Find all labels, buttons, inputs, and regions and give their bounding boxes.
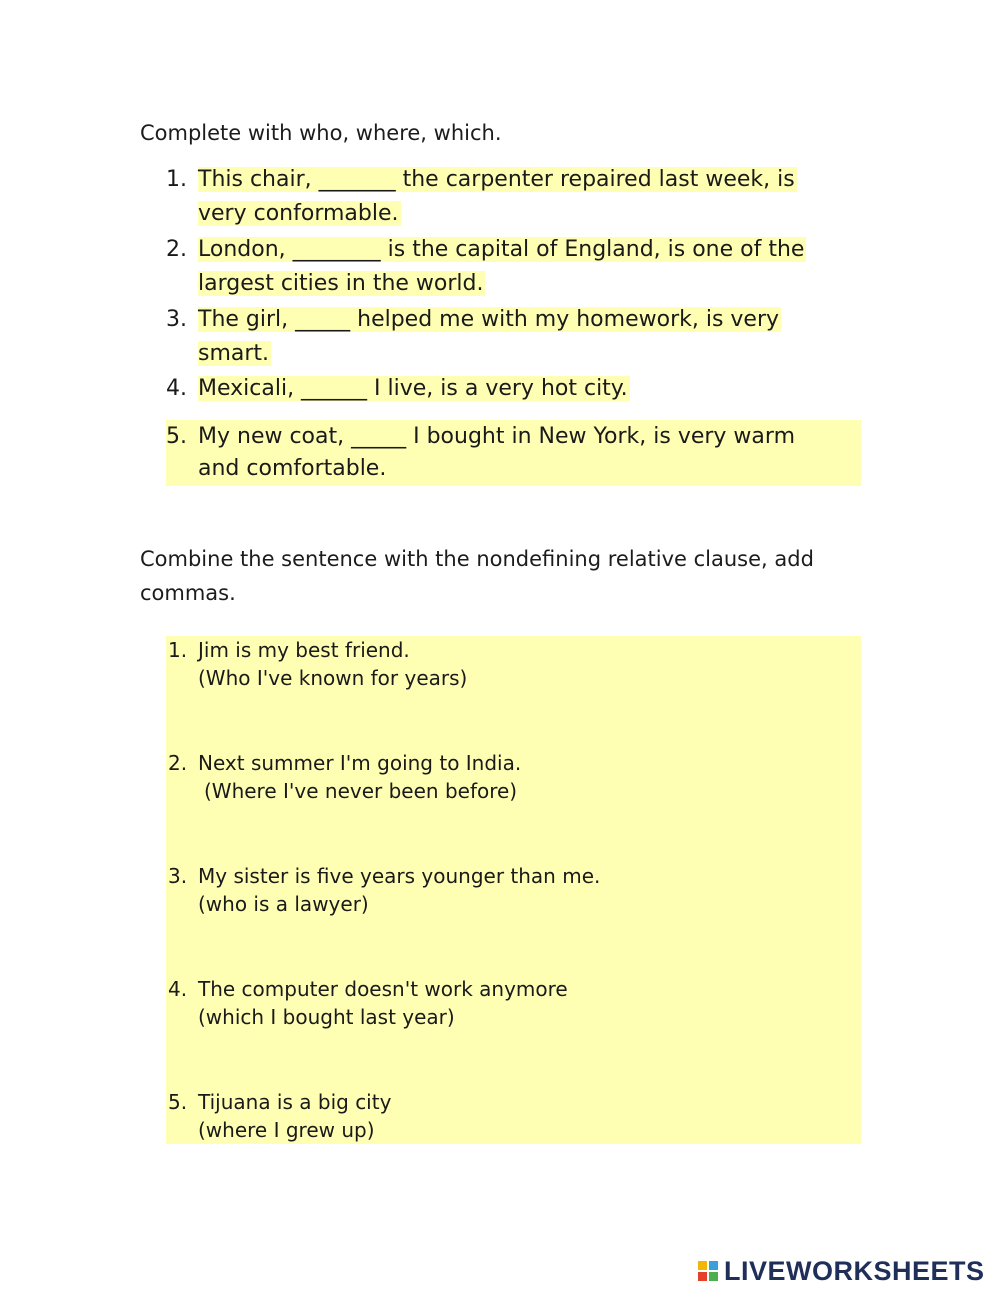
- item-line: My new coat, _____ I bought in New York, is very warm: [198, 424, 795, 449]
- item-number: 4.: [166, 376, 187, 401]
- item-line: London, ________ is the capital of England, is one of the: [198, 237, 805, 262]
- item-line: The girl, _____ helped me with my homework, is very: [198, 307, 780, 332]
- item-number: 4.: [168, 977, 188, 1001]
- item-number: 3.: [166, 307, 187, 332]
- item-sentence: Next summer I'm going to India.: [198, 751, 522, 775]
- item-line: largest cities in the world.: [198, 271, 484, 296]
- item-line: smart.: [198, 341, 270, 366]
- item-clause: (where I grew up): [198, 1118, 375, 1142]
- logo-square: [698, 1272, 707, 1281]
- item-line: and comfortable.: [198, 456, 387, 481]
- logo-square: [698, 1261, 707, 1270]
- item-number: 5.: [166, 424, 187, 449]
- item-clause: (which I bought last year): [198, 1005, 455, 1029]
- item-line: very conformable.: [198, 201, 399, 226]
- item-line: This chair, _______ the carpenter repaired last week, is: [198, 167, 795, 192]
- liveworksheets-logo-icon: [698, 1261, 718, 1281]
- item-clause: (who is a lawyer): [198, 892, 369, 916]
- item-sentence: Jim is my best friend.: [198, 638, 410, 662]
- instruction-combine: Combine the sentence with the nondefining relative clause, add commas.: [140, 547, 814, 605]
- logo-square: [709, 1261, 718, 1270]
- item-number: 2.: [168, 751, 188, 775]
- item-sentence: The computer doesn't work anymore: [198, 977, 568, 1001]
- item-number: 2.: [166, 237, 187, 262]
- item-clause: (Who I've known for years): [198, 666, 468, 690]
- item-line: Mexicali, ______ I live, is a very hot city.: [198, 376, 628, 401]
- item-sentence: Tijuana is a big city: [198, 1090, 392, 1114]
- item-sentence: My sister is five years younger than me.: [198, 864, 601, 888]
- item-clause: (Where I've never been before): [204, 779, 518, 803]
- item-number: 3.: [168, 864, 188, 888]
- logo-square: [709, 1272, 718, 1281]
- item-number: 1.: [168, 638, 188, 662]
- instruction-complete: Complete with who, where, which.: [140, 121, 502, 145]
- item-number: 5.: [168, 1090, 188, 1114]
- item-number: 1.: [166, 167, 187, 192]
- logo-text: LIVEWORKSHEETS: [724, 1255, 985, 1286]
- liveworksheets-logo[interactable]: [698, 1254, 985, 1288]
